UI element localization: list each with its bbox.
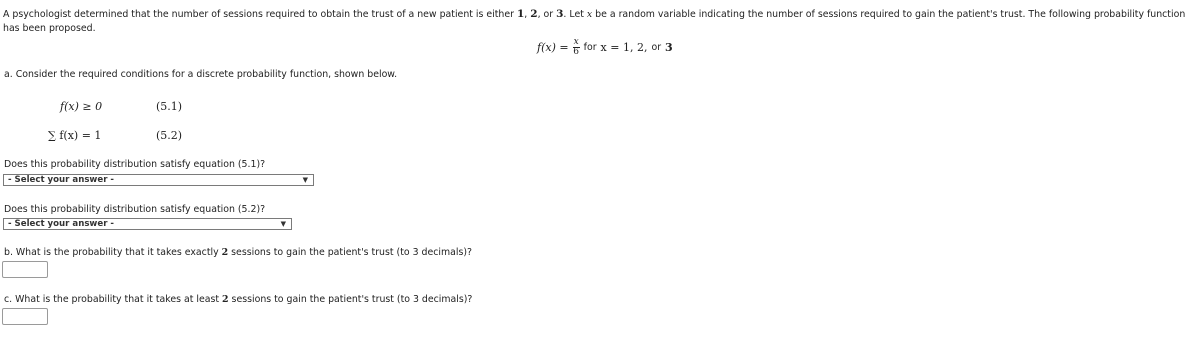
part-c-question [4, 294, 472, 305]
part-b-number: 2 [221, 247, 229, 258]
condition-5-1: f(x) ≥ 0 [60, 100, 103, 113]
formula-for-text: for [583, 42, 597, 53]
intro-sep-2: , or [537, 9, 557, 20]
intro-value-2: 2 [530, 8, 538, 20]
question-5-1: Does this probability distribution satisfy equation (5.1)? [4, 159, 266, 170]
condition-5-2-ref: (5.2) [156, 129, 183, 142]
part-b-question [4, 247, 472, 258]
formula-numerator: x [573, 37, 579, 47]
intro-text-1: A psychologist determined that the number of sessions required to obtain the trust of a new patient is either [3, 9, 517, 20]
condition-5-1-ref: (5.1) [156, 100, 183, 113]
formula-fraction [573, 38, 580, 57]
part-b-answer-input[interactable] [2, 261, 48, 278]
answer-select-5-2[interactable] [3, 218, 292, 230]
dropdown-arrow-icon: ▼ [302, 176, 308, 184]
intro-value-1: 1 [516, 8, 525, 20]
formula-lhs: f(x) = [537, 41, 569, 54]
part-a-label: a. Consider the required conditions for a discrete probability function, shown below. [4, 69, 398, 80]
problem-intro [3, 7, 1198, 36]
intro-sep-1: , [524, 9, 531, 20]
formula-condition: x = 1, 2, [600, 41, 648, 54]
probability-function-formula [537, 38, 673, 57]
intro-text-3: be a random variable indicating the number of sessions required to gain the patient's trust. The following probability function has been proposed. [3, 9, 1186, 34]
part-b-text-2: sessions to gain the patient's trust (to 3 decimals)? [228, 247, 473, 258]
answer-select-5-1-value: - Select your answer - [8, 175, 114, 185]
part-c-text-2: sessions to gain the patient's trust (to 3 decimals)? [228, 294, 473, 305]
formula-or-text: or [651, 42, 662, 53]
intro-value-3: 3 [556, 8, 564, 20]
answer-select-5-2-value: - Select your answer - [8, 219, 114, 229]
intro-text-2: . Let [563, 9, 587, 20]
part-c-number: 2 [222, 294, 229, 305]
part-c-answer-input[interactable] [2, 308, 48, 325]
dropdown-arrow-icon: ▼ [280, 220, 286, 228]
answer-select-5-1[interactable] [3, 174, 314, 186]
condition-5-2: ∑ f(x) = 1 [48, 129, 102, 142]
formula-denominator: 6 [573, 47, 579, 57]
part-b-text-1: b. What is the probability that it takes exactly [4, 247, 222, 258]
question-5-2: Does this probability distribution satisfy equation (5.2)? [4, 204, 266, 215]
part-c-text-1: c. What is the probability that it takes at least [4, 294, 223, 305]
intro-variable: x [586, 9, 593, 20]
formula-last-value: 3 [665, 41, 673, 54]
